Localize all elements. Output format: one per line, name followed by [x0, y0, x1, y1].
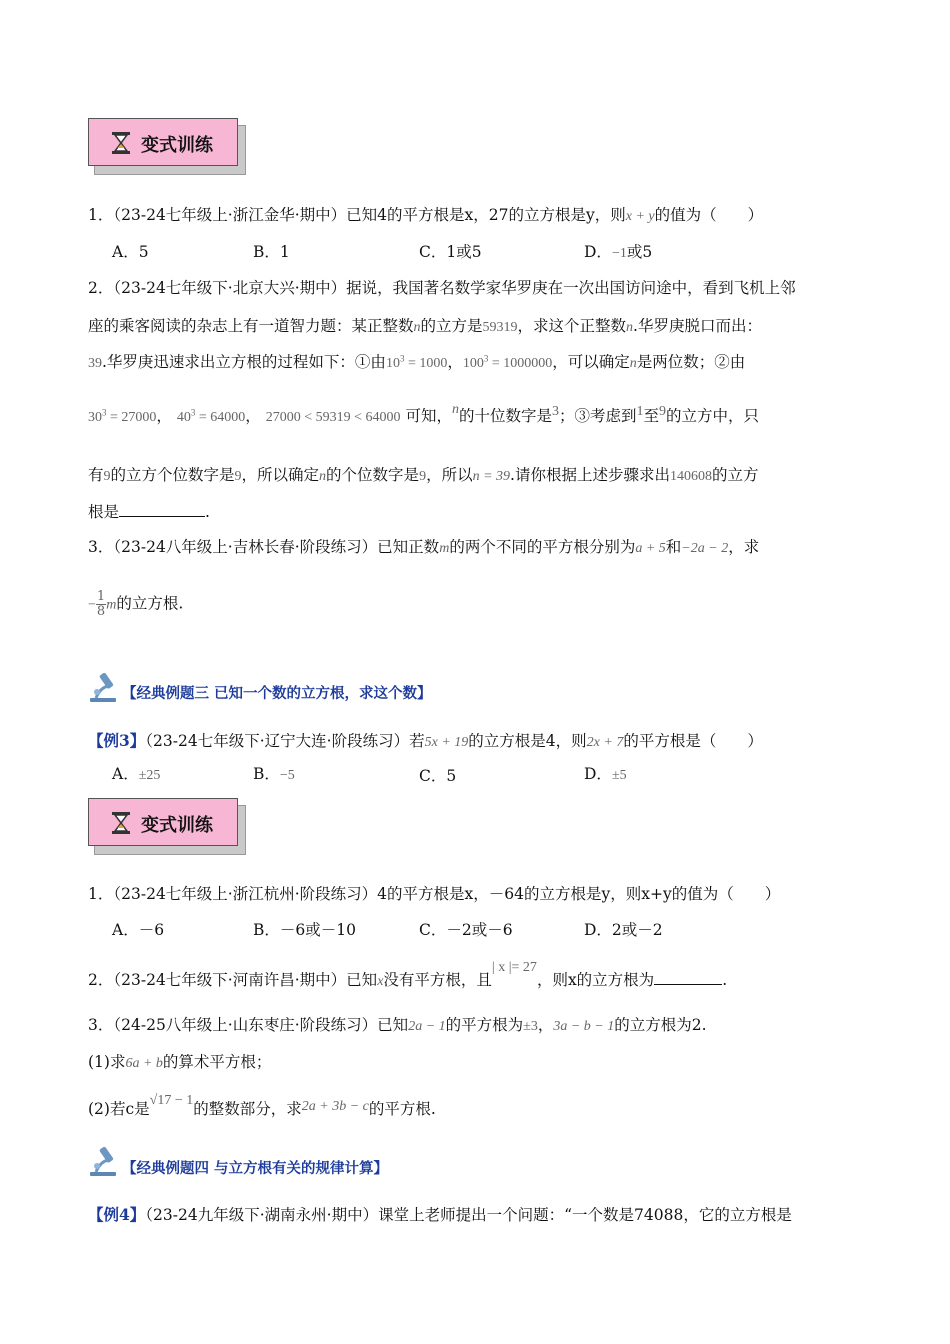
question-1-1: 1．（23-24七年级上·浙江金华·期中）已知4的平方根是x，27的立方根是y，则x + y的值为（ ）	[88, 206, 764, 224]
variant-training-banner-2	[88, 798, 244, 846]
q2-1-option-a: A．－6	[112, 921, 165, 939]
q2-1-option-d: D．2或－2	[584, 921, 663, 939]
q1-2-line2: 座的乘客阅读的杂志上有一道智力题：某正整数n的立方是59319，求这个正整数n.华罗庚脱口而出：	[88, 317, 762, 335]
variant-training-banner	[88, 118, 244, 166]
ex3-option-b: B．−5	[253, 765, 295, 783]
q1-1-option-a: A．5	[112, 243, 149, 261]
q1-1-option-b: B．1	[253, 243, 290, 261]
question-2-2: 2．（23-24七年级下·河南许昌·期中）已知x没有平方根，且| x |= 27，则x的立方根为 .	[88, 960, 728, 989]
answer-blank[interactable]	[654, 984, 722, 985]
q2-3-part1: (1)求6a + b的算术平方根；	[88, 1053, 272, 1071]
hourglass-icon	[111, 131, 131, 155]
question-2-1: 1．（23-24七年级上·浙江杭州·阶段练习）4的平方根是x，－64的立方根是y，则x+y的值为（ ）	[88, 885, 781, 903]
ex3-option-a: A．±25	[112, 765, 161, 783]
banner-label: 变式训练	[141, 815, 213, 836]
q1-2-line5: 有9的立方个位数字是9，所以确定n的个位数字是9，所以n = 39.请你根据上述步骤求出140608的立方	[88, 466, 759, 484]
hourglass-icon	[111, 811, 131, 835]
heading-example-4: 【经典例题四 与立方根有关的规律计算】	[122, 1161, 389, 1177]
example-3: 【例3】（23-24七年级下·辽宁大连·阶段练习）若5x + 19的立方根是4，则2x + 7的平方根是（ ）	[88, 731, 763, 750]
q1-3-line2: − $\frac{1}{8}$ m的立方根.	[88, 589, 184, 619]
heading-example-3: 【经典例题三 已知一个数的立方根，求这个数】	[122, 686, 432, 702]
question-1-3: 3．（23-24八年级上·吉林长春·阶段练习）已知正数m的两个不同的平方根分别为a + 5和−2a − 2，求	[88, 538, 760, 556]
microscope-icon	[86, 670, 122, 708]
q1-1-option-c: C．1或5	[419, 243, 482, 261]
q1-2-line4: $30^3 = 27000$， $40^3 = 64000$， 27000 < 59319 < 64000 可知，n的十位数字是3；③考虑到1至9的立方中，只	[88, 402, 760, 425]
question-2-3: 3．（24-25八年级上·山东枣庄·阶段练习）已知2a − 1的平方根为±3，3a − b − 1的立方根为2.	[88, 1016, 707, 1034]
microscope-icon	[86, 1144, 122, 1182]
example-4: 【例4】（23-24九年级下·湖南永州·期中）课堂上老师提出一个问题：“一个数是74088，它的立方根是	[88, 1205, 792, 1224]
q2-3-part2: (2)若c是√17 − 1的整数部分，求2a + 3b − c的平方根.	[88, 1093, 436, 1118]
q2-1-option-c: C．－2或－6	[419, 921, 513, 939]
ex3-option-d: D．±5	[584, 765, 627, 783]
banner-label: 变式训练	[141, 135, 213, 156]
q2-1-option-b: B．－6或－10	[253, 921, 356, 939]
q1-1-option-d: D．−1或5	[584, 243, 653, 261]
question-1-2: 2．（23-24七年级下·北京大兴·期中）据说，我国著名数学家华罗庚在一次出国访问途中，看到飞机上邻	[88, 279, 796, 297]
q1-2-line3: 39.华罗庚迅速求出立方根的过程如下：①由$10^3 = 1000$，$100^3 = 1000000$，可以确定n是两位数；②由	[88, 353, 746, 371]
q1-2-line6: 根是 .	[88, 503, 210, 521]
answer-blank[interactable]	[119, 516, 205, 517]
ex3-option-c: C．5	[419, 767, 457, 785]
